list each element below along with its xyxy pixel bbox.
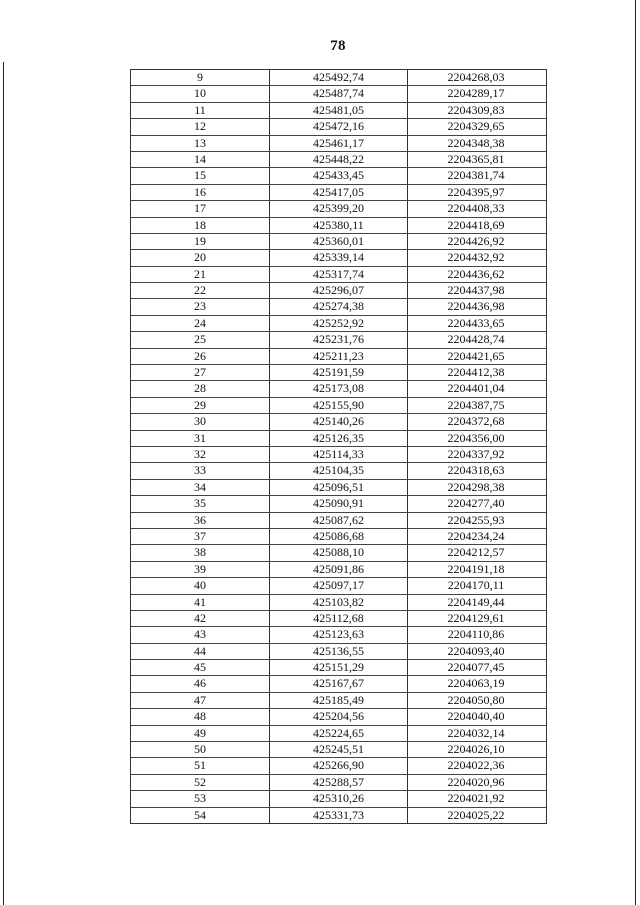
table-row bbox=[131, 659, 546, 675]
table-row bbox=[131, 397, 546, 413]
x-coordinate-cell: 425104,35 bbox=[270, 463, 408, 478]
table-row bbox=[131, 446, 546, 462]
table-row bbox=[131, 380, 546, 396]
table-row bbox=[131, 217, 546, 233]
x-coordinate-cell: 425472,16 bbox=[270, 119, 408, 134]
y-coordinate-cell: 2204408,33 bbox=[447, 201, 505, 216]
table-row bbox=[131, 298, 546, 314]
point-number-cell: 18 bbox=[131, 218, 270, 233]
y-coordinate-cell: 2204129,61 bbox=[447, 610, 505, 625]
y-coordinate-cell: 2204412,38 bbox=[447, 365, 505, 380]
y-coordinate-cell: 2204025,22 bbox=[447, 807, 505, 822]
point-number-cell: 9 bbox=[131, 70, 270, 85]
table-row bbox=[131, 200, 546, 216]
table-row bbox=[131, 249, 546, 265]
y-coordinate-cell: 2204022,36 bbox=[447, 758, 505, 773]
point-number-cell: 13 bbox=[131, 136, 270, 151]
y-coordinate-cell: 2204032,14 bbox=[447, 725, 505, 740]
point-number-cell: 29 bbox=[131, 398, 270, 413]
y-coordinate-cell: 2204309,83 bbox=[447, 102, 505, 117]
point-number-cell: 26 bbox=[131, 349, 270, 364]
point-number-cell: 52 bbox=[131, 775, 270, 790]
y-coordinate-cell: 2204020,96 bbox=[447, 774, 505, 789]
y-coordinate-cell: 2204356,00 bbox=[447, 430, 505, 445]
point-number-cell: 36 bbox=[131, 513, 270, 528]
y-coordinate-cell: 2204021,92 bbox=[447, 791, 505, 806]
y-coordinate-cell: 2204212,57 bbox=[447, 545, 505, 560]
y-coordinate-cell: 2204040,40 bbox=[447, 709, 505, 724]
x-coordinate-cell: 425151,29 bbox=[270, 660, 408, 675]
point-number-cell: 20 bbox=[131, 250, 270, 265]
table-row bbox=[131, 135, 546, 151]
left-scan-border bbox=[3, 62, 4, 905]
x-coordinate-cell: 425448,22 bbox=[270, 152, 408, 167]
table-row bbox=[131, 512, 546, 528]
point-number-cell: 33 bbox=[131, 463, 270, 478]
point-number-cell: 49 bbox=[131, 726, 270, 741]
x-coordinate-cell: 425339,14 bbox=[270, 250, 408, 265]
right-scan-border bbox=[635, 0, 636, 905]
y-coordinate-cell: 2204268,03 bbox=[447, 70, 505, 84]
table-row bbox=[131, 675, 546, 691]
y-coordinate-cell: 2204149,44 bbox=[447, 594, 505, 609]
y-coordinate-cell: 2204436,62 bbox=[447, 266, 505, 281]
x-coordinate-cell: 425245,51 bbox=[270, 742, 408, 757]
x-coordinate-cell: 425317,74 bbox=[270, 267, 408, 282]
point-number-cell: 48 bbox=[131, 709, 270, 724]
table-row bbox=[131, 692, 546, 708]
x-coordinate-cell: 425090,91 bbox=[270, 496, 408, 511]
x-coordinate-cell: 425461,17 bbox=[270, 136, 408, 151]
y-coordinate-cell: 2204365,81 bbox=[447, 151, 505, 166]
table-row bbox=[131, 757, 546, 773]
y-coordinate-cell: 2204298,38 bbox=[447, 479, 505, 494]
point-number-cell: 12 bbox=[131, 119, 270, 134]
point-number-cell: 21 bbox=[131, 267, 270, 282]
table-row bbox=[131, 577, 546, 593]
table-row bbox=[131, 725, 546, 741]
x-coordinate-cell: 425136,55 bbox=[270, 644, 408, 659]
point-number-cell: 40 bbox=[131, 578, 270, 593]
y-coordinate-cell: 2204436,98 bbox=[447, 299, 505, 314]
y-coordinate-cell: 2204277,40 bbox=[447, 496, 505, 511]
point-number-cell: 47 bbox=[131, 693, 270, 708]
table-row bbox=[131, 561, 546, 577]
x-coordinate-cell: 425097,17 bbox=[270, 578, 408, 593]
table-row bbox=[131, 495, 546, 511]
table-row bbox=[131, 118, 546, 134]
x-coordinate-cell: 425211,23 bbox=[270, 349, 408, 364]
x-coordinate-cell: 425487,74 bbox=[270, 86, 408, 101]
point-number-cell: 11 bbox=[131, 103, 270, 118]
y-coordinate-cell: 2204337,92 bbox=[447, 446, 505, 461]
x-coordinate-cell: 425191,59 bbox=[270, 365, 408, 380]
table-row bbox=[131, 430, 546, 446]
table-row bbox=[131, 348, 546, 364]
table-row bbox=[131, 594, 546, 610]
point-number-cell: 44 bbox=[131, 644, 270, 659]
y-coordinate-cell: 2204077,45 bbox=[447, 660, 505, 675]
x-coordinate-cell: 425140,26 bbox=[270, 414, 408, 429]
x-coordinate-cell: 425360,01 bbox=[270, 234, 408, 249]
x-coordinate-cell: 425112,68 bbox=[270, 611, 408, 626]
table-row bbox=[131, 643, 546, 659]
table-row bbox=[131, 774, 546, 790]
table-row bbox=[131, 331, 546, 347]
point-number-cell: 39 bbox=[131, 562, 270, 577]
x-coordinate-cell: 425088,10 bbox=[270, 545, 408, 560]
table-row bbox=[131, 790, 546, 806]
point-number-cell: 19 bbox=[131, 234, 270, 249]
point-number-cell: 30 bbox=[131, 414, 270, 429]
point-number-cell: 23 bbox=[131, 299, 270, 314]
x-coordinate-cell: 425274,38 bbox=[270, 299, 408, 314]
point-number-cell: 24 bbox=[131, 316, 270, 331]
point-number-cell: 28 bbox=[131, 381, 270, 396]
y-coordinate-cell: 2204063,19 bbox=[447, 676, 505, 691]
table-row bbox=[131, 69, 546, 85]
x-coordinate-cell: 425091,86 bbox=[270, 562, 408, 577]
table-row bbox=[131, 807, 546, 823]
table-row bbox=[131, 315, 546, 331]
x-coordinate-cell: 425417,05 bbox=[270, 185, 408, 200]
page-number: 78 bbox=[330, 38, 346, 54]
x-coordinate-cell: 425155,90 bbox=[270, 398, 408, 413]
point-number-cell: 41 bbox=[131, 595, 270, 610]
point-number-cell: 46 bbox=[131, 676, 270, 691]
table-row bbox=[131, 266, 546, 282]
x-coordinate-cell: 425087,62 bbox=[270, 513, 408, 528]
point-number-cell: 38 bbox=[131, 545, 270, 560]
x-coordinate-cell: 425481,05 bbox=[270, 103, 408, 118]
point-number-cell: 45 bbox=[131, 660, 270, 675]
table-row bbox=[131, 479, 546, 495]
y-coordinate-cell: 2204418,69 bbox=[447, 217, 505, 232]
x-coordinate-cell: 425086,68 bbox=[270, 529, 408, 544]
x-coordinate-cell: 425204,56 bbox=[270, 709, 408, 724]
x-coordinate-cell: 425224,65 bbox=[270, 726, 408, 741]
point-number-cell: 51 bbox=[131, 758, 270, 773]
point-number-cell: 37 bbox=[131, 529, 270, 544]
y-coordinate-cell: 2204289,17 bbox=[447, 86, 505, 101]
y-coordinate-cell: 2204433,65 bbox=[447, 315, 505, 330]
point-number-cell: 31 bbox=[131, 431, 270, 446]
table-row bbox=[131, 233, 546, 249]
y-coordinate-cell: 2204437,98 bbox=[447, 283, 505, 298]
y-coordinate-cell: 2204170,11 bbox=[447, 578, 505, 593]
y-coordinate-cell: 2204432,92 bbox=[447, 250, 505, 265]
x-coordinate-cell: 425126,35 bbox=[270, 431, 408, 446]
x-coordinate-cell: 425231,76 bbox=[270, 332, 408, 347]
point-number-cell: 53 bbox=[131, 791, 270, 806]
x-coordinate-cell: 425114,33 bbox=[270, 447, 408, 462]
y-coordinate-cell: 2204093,40 bbox=[447, 643, 505, 658]
x-coordinate-cell: 425492,74 bbox=[270, 70, 408, 85]
x-coordinate-cell: 425331,73 bbox=[270, 808, 408, 823]
table-row bbox=[131, 610, 546, 626]
point-number-cell: 43 bbox=[131, 627, 270, 642]
point-number-cell: 42 bbox=[131, 611, 270, 626]
y-coordinate-cell: 2204255,93 bbox=[447, 512, 505, 527]
x-coordinate-cell: 425296,07 bbox=[270, 283, 408, 298]
y-coordinate-cell: 2204395,97 bbox=[447, 184, 505, 199]
y-coordinate-cell: 2204372,68 bbox=[447, 414, 505, 429]
y-coordinate-cell: 2204050,80 bbox=[447, 692, 505, 707]
x-coordinate-cell: 425167,67 bbox=[270, 676, 408, 691]
x-coordinate-cell: 425433,45 bbox=[270, 168, 408, 183]
coordinates-table bbox=[130, 69, 547, 824]
table-row bbox=[131, 364, 546, 380]
point-number-cell: 25 bbox=[131, 332, 270, 347]
y-coordinate-cell: 2204426,92 bbox=[447, 233, 505, 248]
point-number-cell: 54 bbox=[131, 808, 270, 823]
table-row bbox=[131, 528, 546, 544]
point-number-cell: 15 bbox=[131, 168, 270, 183]
table-row bbox=[131, 413, 546, 429]
point-number-cell: 14 bbox=[131, 152, 270, 167]
x-coordinate-cell: 425266,90 bbox=[270, 758, 408, 773]
table-row bbox=[131, 544, 546, 560]
y-coordinate-cell: 2204428,74 bbox=[447, 332, 505, 347]
y-coordinate-cell: 2204329,65 bbox=[447, 119, 505, 134]
y-coordinate-cell: 2204348,38 bbox=[447, 135, 505, 150]
x-coordinate-cell: 425185,49 bbox=[270, 693, 408, 708]
point-number-cell: 27 bbox=[131, 365, 270, 380]
y-coordinate-cell: 2204026,10 bbox=[447, 742, 505, 757]
point-number-cell: 35 bbox=[131, 496, 270, 511]
table-row bbox=[131, 708, 546, 724]
table-row bbox=[131, 102, 546, 118]
point-number-cell: 34 bbox=[131, 480, 270, 495]
table-row bbox=[131, 184, 546, 200]
point-number-cell: 22 bbox=[131, 283, 270, 298]
point-number-cell: 50 bbox=[131, 742, 270, 757]
point-number-cell: 10 bbox=[131, 86, 270, 101]
table-row bbox=[131, 282, 546, 298]
y-coordinate-cell: 2204421,65 bbox=[447, 348, 505, 363]
x-coordinate-cell: 425310,26 bbox=[270, 791, 408, 806]
x-coordinate-cell: 425380,11 bbox=[270, 218, 408, 233]
y-coordinate-cell: 2204110,86 bbox=[447, 627, 505, 642]
y-coordinate-cell: 2204381,74 bbox=[447, 168, 505, 183]
point-number-cell: 17 bbox=[131, 201, 270, 216]
x-coordinate-cell: 425399,20 bbox=[270, 201, 408, 216]
x-coordinate-cell: 425173,08 bbox=[270, 381, 408, 396]
y-coordinate-cell: 2204387,75 bbox=[447, 397, 505, 412]
x-coordinate-cell: 425252,92 bbox=[270, 316, 408, 331]
x-coordinate-cell: 425103,82 bbox=[270, 595, 408, 610]
point-number-cell: 32 bbox=[131, 447, 270, 462]
x-coordinate-cell: 425096,51 bbox=[270, 480, 408, 495]
table-row bbox=[131, 167, 546, 183]
table-row bbox=[131, 85, 546, 101]
point-number-cell: 16 bbox=[131, 185, 270, 200]
y-coordinate-cell: 2204401,04 bbox=[447, 381, 505, 396]
y-coordinate-cell: 2204318,63 bbox=[447, 463, 505, 478]
y-coordinate-cell: 2204234,24 bbox=[447, 528, 505, 543]
x-coordinate-cell: 425288,57 bbox=[270, 775, 408, 790]
x-coordinate-cell: 425123,63 bbox=[270, 627, 408, 642]
table-row bbox=[131, 151, 546, 167]
table-row bbox=[131, 626, 546, 642]
table-row bbox=[131, 741, 546, 757]
table-row bbox=[131, 462, 546, 478]
y-coordinate-cell: 2204191,18 bbox=[447, 561, 505, 576]
